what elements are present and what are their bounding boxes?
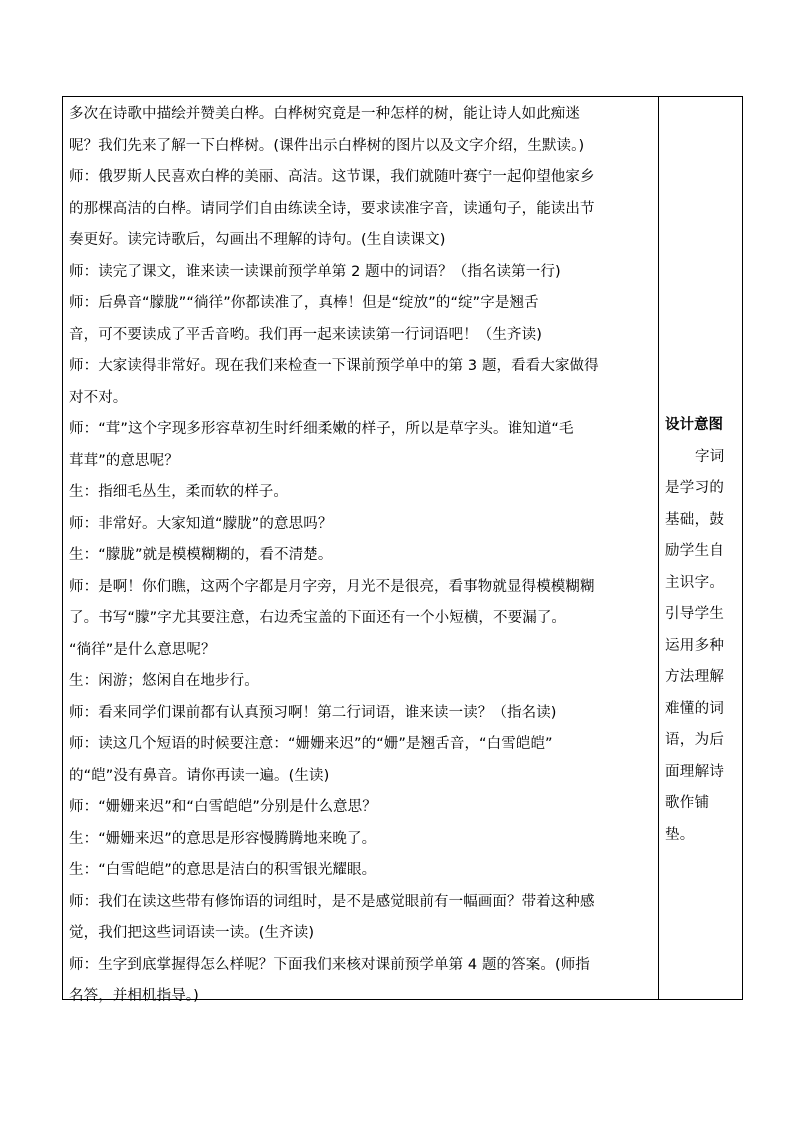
content-line: 觉，我们把这些词语读一读。(生齐读)	[69, 925, 315, 941]
content-line: 师：看来同学们课前都有认真预习啊！第二行词语，谁来读一读？（指名读)	[69, 704, 557, 721]
design-intent-line: 是学习的	[665, 480, 725, 496]
content-line: 茸茸”的意思呢？	[69, 452, 179, 469]
design-intent-line: 垫。	[665, 826, 695, 843]
design-intent-line: 运用多种	[665, 637, 725, 654]
content-line: 师：后鼻音“朦胧”“徜徉”你都读准了，真棒！但是“绽放”的“绽”字是翘舌	[69, 295, 539, 311]
design-intent-line: 基础，鼓	[665, 511, 725, 528]
content-line: 师：非常好。大家知道“朦胧”的意思吗？	[69, 515, 333, 532]
content-line: 师：“茸”这个字现多形容草初生时纤细柔嫩的样子，所以是草字头。谁知道“毛	[69, 421, 574, 437]
content-line: 师：俄罗斯人民喜欢白桦的美丽、高洁。这节课，我们就随叶赛宁一起仰望他家乡	[69, 169, 595, 185]
content-line: 生：“姗姗来迟”的意思是形容慢腾腾地来晚了。	[69, 830, 377, 847]
content-line: 生：指细毛丛生，柔而软的样子。	[69, 484, 288, 500]
content-line: 师：生字到底掌握得怎么样呢？下面我们来核对课前预学单第 4 题的答案。(师指	[69, 956, 590, 973]
content-line: 名答，并相机指导。)	[69, 988, 199, 1004]
design-intent-line: 字词	[695, 448, 725, 465]
content-line: 师：是啊！你们瞧，这两个字都是月字旁，月光不是很亮，看事物就显得模模糊糊	[69, 578, 595, 595]
content-line: 奏更好。读完诗歌后，勾画出不理解的诗句。(生自读课文)	[69, 232, 446, 248]
content-line: “徜徉”是什么意思呢？	[69, 641, 216, 658]
design-intent-line: 主识字。	[665, 574, 725, 591]
content-line: 师：我们在读这些带有修饰语的词组时，是不是感觉眼前有一幅画面？带着这种感	[69, 893, 595, 910]
design-intent-line: 励学生自	[665, 543, 725, 559]
content-line: 生：“白雪皑皑”的意思是洁白的积雪银光耀眼。	[69, 862, 377, 878]
design-intent-line: 歌作铺	[665, 795, 710, 811]
content-line: 生：“朦胧”就是模模糊糊的，看不清楚。	[69, 547, 333, 563]
lesson-content-cell	[69, 99, 653, 1013]
content-line: 师：读完了课文，谁来读一读课前预学单第 2 题中的词语？（指名读第一行)	[69, 263, 561, 280]
design-intent-cell	[665, 410, 737, 851]
content-line: 对不对。	[69, 389, 128, 406]
content-line: 师：大家读得非常好。现在我们来检查一下课前预学单中的第 3 题，看看大家做得	[69, 358, 599, 374]
content-line: 的那棵高洁的白桦。请同学们自由练读全诗，要求读准字音，读通句子，能读出节	[69, 200, 595, 217]
content-line: 呢？我们先来了解一下白桦树。(课件出示白桦树的图片以及文字介绍，生默读。)	[69, 137, 585, 154]
content-line: 音，可不要读成了平舌音哟。我们再一起来读读第一行词语吧！（生齐读)	[69, 326, 542, 343]
content-line: 生：闲游；悠闲自在地步行。	[69, 673, 259, 689]
design-intent-line: 面理解诗	[665, 763, 725, 780]
design-intent-title: 设计意图	[665, 417, 723, 433]
design-intent-line: 引导学生	[665, 606, 725, 622]
content-line: 的“皑”没有鼻音。请你再读一遍。(生读)	[69, 767, 330, 784]
column-divider	[658, 97, 659, 999]
lesson-table	[62, 96, 743, 1004]
design-intent-line: 方法理解	[665, 669, 725, 685]
content-line: 师：读这几个短语的时候要注意：“姗姗来迟”的“姗”是翘舌音，“白雪皑皑”	[69, 736, 553, 752]
content-line: 了。书写“朦”字尤其要注意，右边秃宝盖的下面还有一个小短横，不要漏了。	[69, 610, 567, 626]
content-line: 师：“姗姗来迟”和“白雪皑皑”分别是什么意思？	[69, 799, 377, 815]
content-line: 多次在诗歌中描绘并赞美白桦。白桦树究竟是一种怎样的树，能让诗人如此痴迷	[69, 106, 580, 122]
design-intent-line: 难懂的词	[665, 700, 725, 717]
design-intent-line: 语，为后	[665, 732, 725, 748]
